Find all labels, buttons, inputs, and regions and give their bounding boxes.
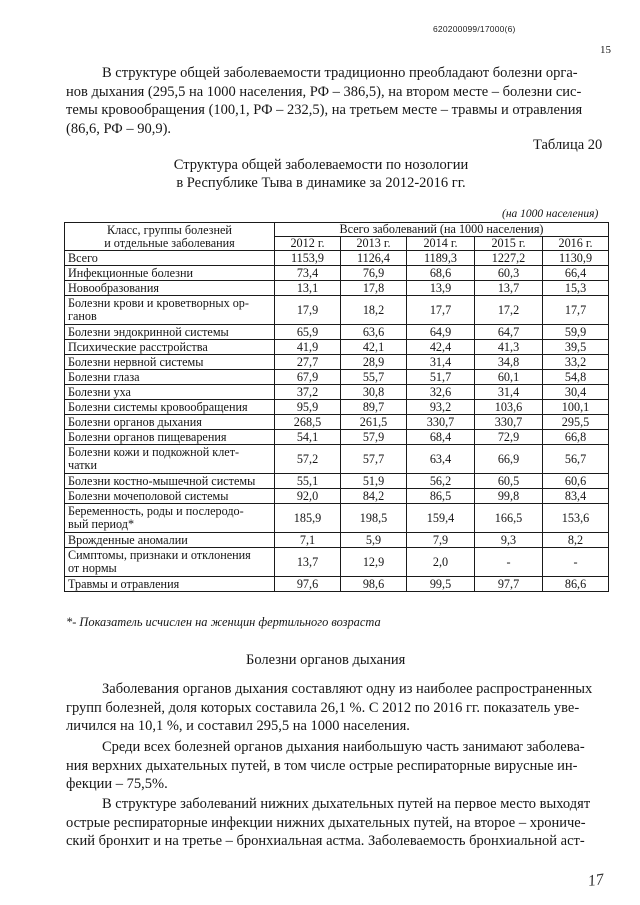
row-value: 54,8 bbox=[543, 370, 609, 385]
row-value: 60,6 bbox=[543, 474, 609, 489]
table-row bbox=[65, 325, 609, 340]
row-value: 1227,2 bbox=[475, 251, 543, 266]
row-value: 185,9 bbox=[275, 504, 341, 533]
row-label: Болезни мочеполовой системы bbox=[65, 489, 275, 504]
paragraph-2 bbox=[66, 680, 610, 736]
row-value: - bbox=[475, 548, 543, 577]
row-value: 84,2 bbox=[341, 489, 407, 504]
row-value: 153,6 bbox=[543, 504, 609, 533]
row-value: 34,8 bbox=[475, 355, 543, 370]
row-label-line-1: Болезни крови и кроветворных ор- bbox=[68, 296, 249, 310]
row-value: 68,4 bbox=[407, 430, 475, 445]
row-value: 97,7 bbox=[475, 577, 543, 592]
row-value: 98,6 bbox=[341, 577, 407, 592]
row-label-line-1: Беременность, роды и послеродо- bbox=[68, 504, 244, 518]
row-label: Болезни нервной системы bbox=[65, 355, 275, 370]
row-value: 1126,4 bbox=[341, 251, 407, 266]
paragraph-4-line-1: В структуре заболеваний нижних дыхательных путей на первое место выходят bbox=[102, 796, 591, 812]
row-label: Новообразования bbox=[65, 281, 275, 296]
row-value: 17,2 bbox=[475, 296, 543, 325]
row-value: 31,4 bbox=[475, 385, 543, 400]
row-label: Болезни органов дыхания bbox=[65, 415, 275, 430]
row-value: 13,7 bbox=[475, 281, 543, 296]
row-value: 268,5 bbox=[275, 415, 341, 430]
row-value: 56,7 bbox=[543, 445, 609, 474]
row-value: 13,1 bbox=[275, 281, 341, 296]
handwritten-page-mark: 17 bbox=[586, 870, 606, 891]
row-value: 60,3 bbox=[475, 266, 543, 281]
row-value: 261,5 bbox=[341, 415, 407, 430]
row-value: 37,2 bbox=[275, 385, 341, 400]
intro-line-4: (86,6, РФ – 90,9). bbox=[66, 120, 172, 137]
row-label bbox=[65, 445, 275, 474]
row-value: 12,9 bbox=[341, 548, 407, 577]
row-value: 30,8 bbox=[341, 385, 407, 400]
row-label-line-2: ганов bbox=[68, 309, 97, 323]
row-value: 64,7 bbox=[475, 325, 543, 340]
table-row bbox=[65, 489, 609, 504]
row-label: Травмы и отравления bbox=[65, 577, 275, 592]
row-label: Болезни уха bbox=[65, 385, 275, 400]
row-value: 89,7 bbox=[341, 400, 407, 415]
row-value: 5,9 bbox=[341, 533, 407, 548]
header-year: 2012 г. bbox=[275, 237, 341, 251]
table-row bbox=[65, 577, 609, 592]
row-value: 93,2 bbox=[407, 400, 475, 415]
row-value: 42,1 bbox=[341, 340, 407, 355]
row-value: 31,4 bbox=[407, 355, 475, 370]
table-row bbox=[65, 355, 609, 370]
row-value: 54,1 bbox=[275, 430, 341, 445]
row-value: 59,9 bbox=[543, 325, 609, 340]
row-value: 66,4 bbox=[543, 266, 609, 281]
row-value: 57,2 bbox=[275, 445, 341, 474]
header-year: 2013 г. bbox=[341, 237, 407, 251]
intro-line-2: нов дыхания (295,5 на 1000 населения, РФ – 386,5), на втором месте – болезни сис- bbox=[66, 83, 582, 100]
row-value: 13,9 bbox=[407, 281, 475, 296]
row-value: 51,7 bbox=[407, 370, 475, 385]
table-row bbox=[65, 548, 609, 577]
row-value: 86,5 bbox=[407, 489, 475, 504]
morbidity-table bbox=[64, 222, 609, 592]
table-row bbox=[65, 266, 609, 281]
header-total: Всего заболеваний (на 1000 населения) bbox=[275, 223, 609, 237]
table-row bbox=[65, 400, 609, 415]
row-label: Врожденные аномалии bbox=[65, 533, 275, 548]
document-id: 620200099/17000(6) bbox=[433, 24, 516, 34]
table-footnote: *- Показатель исчислен на женщин фертильного возраста bbox=[66, 615, 381, 629]
row-value: 32,6 bbox=[407, 385, 475, 400]
row-value: 17,9 bbox=[275, 296, 341, 325]
row-label: Болезни эндокринной системы bbox=[65, 325, 275, 340]
row-value: 7,1 bbox=[275, 533, 341, 548]
paragraph-4 bbox=[66, 795, 610, 851]
row-value: 55,7 bbox=[341, 370, 407, 385]
row-value: 15,3 bbox=[543, 281, 609, 296]
row-value: 72,9 bbox=[475, 430, 543, 445]
row-label-line-1: Симптомы, признаки и отклонения bbox=[68, 548, 251, 562]
row-value: 2,0 bbox=[407, 548, 475, 577]
row-value: 17,7 bbox=[543, 296, 609, 325]
row-value: 330,7 bbox=[475, 415, 543, 430]
row-value: 103,6 bbox=[475, 400, 543, 415]
row-label: Болезни системы кровообращения bbox=[65, 400, 275, 415]
row-value: 17,7 bbox=[407, 296, 475, 325]
row-value: 55,1 bbox=[275, 474, 341, 489]
table-title bbox=[152, 156, 490, 192]
row-label-line-2: от нормы bbox=[68, 561, 117, 575]
row-value: 97,6 bbox=[275, 577, 341, 592]
row-value: 95,9 bbox=[275, 400, 341, 415]
row-value: 56,2 bbox=[407, 474, 475, 489]
row-value: 33,2 bbox=[543, 355, 609, 370]
table-row bbox=[65, 296, 609, 325]
table-row bbox=[65, 533, 609, 548]
table-caption: Таблица 20 bbox=[533, 137, 603, 153]
row-value: 83,4 bbox=[543, 489, 609, 504]
paragraph-3-line-1: Среди всех болезней органов дыхания наибольшую часть занимают заболева- bbox=[102, 739, 585, 755]
row-value: 67,9 bbox=[275, 370, 341, 385]
table-row bbox=[65, 340, 609, 355]
row-value: 76,9 bbox=[341, 266, 407, 281]
intro-line-3: темы кровообращения (100,1, РФ – 232,5), на третьем месте – травмы и отравления bbox=[66, 102, 583, 119]
row-value: - bbox=[543, 548, 609, 577]
row-value: 39,5 bbox=[543, 340, 609, 355]
row-value: 60,5 bbox=[475, 474, 543, 489]
row-label: Болезни глаза bbox=[65, 370, 275, 385]
row-value: 86,6 bbox=[543, 577, 609, 592]
table-row bbox=[65, 504, 609, 533]
row-value: 166,5 bbox=[475, 504, 543, 533]
page-number: 15 bbox=[600, 44, 611, 56]
row-value: 28,9 bbox=[341, 355, 407, 370]
row-value: 92,0 bbox=[275, 489, 341, 504]
paragraph-3 bbox=[66, 738, 610, 794]
row-value: 7,9 bbox=[407, 533, 475, 548]
row-value: 63,4 bbox=[407, 445, 475, 474]
paragraph-3-line-3: фекции – 75,5%. bbox=[66, 776, 168, 793]
section-heading: Болезни органов дыхания bbox=[246, 652, 406, 668]
row-label-line-2: чатки bbox=[68, 458, 97, 472]
table-row bbox=[65, 385, 609, 400]
table-row bbox=[65, 474, 609, 489]
intro-paragraph bbox=[66, 64, 610, 138]
table-title-line-2: в Республике Тыва в динамике за 2012-2016 гг. bbox=[176, 175, 466, 191]
row-value: 57,7 bbox=[341, 445, 407, 474]
table-row bbox=[65, 370, 609, 385]
row-value: 51,9 bbox=[341, 474, 407, 489]
table-row bbox=[65, 415, 609, 430]
row-value: 99,5 bbox=[407, 577, 475, 592]
row-label bbox=[65, 504, 275, 533]
row-value: 68,6 bbox=[407, 266, 475, 281]
row-value: 13,7 bbox=[275, 548, 341, 577]
row-value: 8,2 bbox=[543, 533, 609, 548]
paragraph-3-line-2: ния верхних дыхательных путей, в том числе острые респираторные вирусные ин- bbox=[66, 757, 578, 774]
row-value: 9,3 bbox=[475, 533, 543, 548]
paragraph-4-line-3: ский бронхит и на третье – бронхиальная астма. Заболеваемость бронхиальной аст- bbox=[66, 833, 585, 850]
row-value: 64,9 bbox=[407, 325, 475, 340]
row-label: Инфекционные болезни bbox=[65, 266, 275, 281]
row-label-line-1: Болезни кожи и подкожной клет- bbox=[68, 445, 240, 459]
header-year: 2014 г. bbox=[407, 237, 475, 251]
row-value: 42,4 bbox=[407, 340, 475, 355]
paragraph-4-line-2: острые респираторные инфекции нижних дыхательных путей, на второе – хрониче- bbox=[66, 814, 586, 831]
header-class bbox=[65, 223, 275, 251]
row-label: Болезни органов пищеварения bbox=[65, 430, 275, 445]
header-class-line-1: Класс, группы болезней bbox=[107, 222, 232, 237]
row-value: 27,7 bbox=[275, 355, 341, 370]
row-value: 66,9 bbox=[475, 445, 543, 474]
row-value: 1153,9 bbox=[275, 251, 341, 266]
row-label-line-2: вый период* bbox=[68, 517, 135, 531]
row-value: 17,8 bbox=[341, 281, 407, 296]
row-value: 295,5 bbox=[543, 415, 609, 430]
row-value: 66,8 bbox=[543, 430, 609, 445]
row-label: Психические расстройства bbox=[65, 340, 275, 355]
table-units: (на 1000 населения) bbox=[502, 208, 599, 220]
header-year: 2015 г. bbox=[475, 237, 543, 251]
row-value: 65,9 bbox=[275, 325, 341, 340]
intro-line-1: В структуре общей заболеваемости традиционно преобладают болезни орга- bbox=[102, 65, 578, 81]
row-value: 73,4 bbox=[275, 266, 341, 281]
table-title-line-1: Структура общей заболеваемости по нозологии bbox=[173, 157, 469, 173]
row-value: 60,1 bbox=[475, 370, 543, 385]
paragraph-2-line-2: групп болезней, доля которых составила 26,1 %. С 2012 по 2016 гг. показатель уве- bbox=[66, 699, 580, 716]
row-label bbox=[65, 296, 275, 325]
row-value: 100,1 bbox=[543, 400, 609, 415]
row-label: Всего bbox=[65, 251, 275, 266]
table-row bbox=[65, 251, 609, 266]
row-value: 41,9 bbox=[275, 340, 341, 355]
row-value: 57,9 bbox=[341, 430, 407, 445]
row-value: 41,3 bbox=[475, 340, 543, 355]
row-value: 198,5 bbox=[341, 504, 407, 533]
row-value: 18,2 bbox=[341, 296, 407, 325]
header-year: 2016 г. bbox=[543, 237, 609, 251]
paragraph-2-line-3: личился на 10,1 %, и составил 295,5 на 1000 населения. bbox=[66, 718, 410, 735]
row-value: 1130,9 bbox=[543, 251, 609, 266]
row-label: Болезни костно-мышечной системы bbox=[65, 474, 275, 489]
row-value: 159,4 bbox=[407, 504, 475, 533]
row-label bbox=[65, 548, 275, 577]
table-row bbox=[65, 430, 609, 445]
table-row bbox=[65, 281, 609, 296]
row-value: 30,4 bbox=[543, 385, 609, 400]
row-value: 63,6 bbox=[341, 325, 407, 340]
table-row bbox=[65, 445, 609, 474]
row-value: 99,8 bbox=[475, 489, 543, 504]
paragraph-2-line-1: Заболевания органов дыхания составляют одну из наиболее распространенных bbox=[102, 681, 593, 697]
row-value: 1189,3 bbox=[407, 251, 475, 266]
row-value: 330,7 bbox=[407, 415, 475, 430]
header-class-line-2: и отдельные заболевания bbox=[104, 235, 235, 250]
